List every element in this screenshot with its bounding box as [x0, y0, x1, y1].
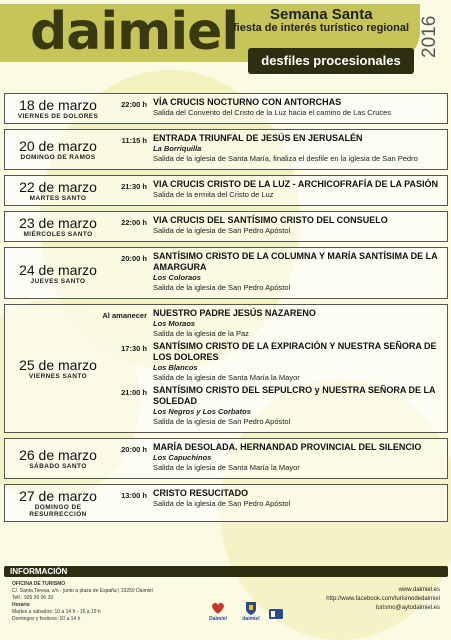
procession-details — [153, 341, 443, 383]
procession-route: Salida de la iglesia de Santa María la Mayor — [153, 373, 300, 382]
day-label: MIÉRCOLES SANTO — [23, 231, 93, 238]
tourism-office-info — [12, 581, 212, 623]
event-row — [4, 304, 448, 433]
day-label: DOMINGO DE RESURRECCIÓN — [29, 504, 87, 518]
date-label: 27 de marzo — [19, 488, 97, 504]
event-acts — [111, 97, 443, 120]
procession-details — [153, 442, 443, 473]
procession-route: Salida de la iglesia de Santa María, finaliza el desfile en la iglesia de San Pedro — [153, 154, 418, 163]
date-label: 24 de marzo — [19, 261, 97, 278]
date-label: 25 de marzo — [19, 357, 97, 373]
procession-time: 17:30 h — [121, 344, 147, 353]
procession — [111, 251, 443, 293]
procession-details — [153, 385, 443, 427]
event-acts — [111, 179, 443, 202]
event-row — [4, 211, 448, 242]
day-label: VIERNES DE DOLORES — [17, 113, 99, 120]
event-row — [4, 129, 448, 170]
procession-details — [153, 215, 443, 236]
procession — [111, 179, 443, 200]
event-acts — [111, 251, 443, 295]
info-title: INFORMACIÓN — [10, 567, 68, 576]
brotherhood-name: La Borriquilla — [153, 144, 202, 153]
procession — [111, 215, 443, 236]
procession-route: Salida de la ermita del Cristo de Luz — [153, 190, 274, 199]
info-section — [0, 566, 451, 640]
day-label: VIERNES SANTO — [28, 373, 88, 380]
office-name: OFICINA DE TURISMO — [12, 581, 66, 587]
procession — [111, 133, 443, 164]
event-date — [5, 97, 111, 120]
event-acts — [111, 133, 443, 166]
poster-header — [0, 0, 451, 86]
poster-tagline: fiesta de interés turístico regional — [233, 22, 410, 34]
procession-details — [153, 488, 443, 509]
procession-route: Salida de la iglesia de San Pedro Apóstol — [153, 499, 291, 508]
office-address: C/. Santa Teresa, s/n - junto a plaza de España | 13250 Daimiel — [12, 588, 153, 594]
event-row — [4, 93, 448, 124]
event-acts — [111, 215, 443, 238]
procession — [111, 385, 443, 427]
procession-title: VIA CRUCIS DEL SANTÍSIMO CRISTO DEL CONSUELO — [153, 215, 388, 225]
procession-route: Salida del Convento del Cristo de la Luz hacia el camino de Las Cruces — [153, 108, 392, 117]
website-link[interactable]: www.daimiel.es — [398, 587, 440, 593]
procession-title: NUESTRO PADRE JESÚS NAZARENO — [153, 308, 316, 318]
date-label: 23 de marzo — [19, 215, 97, 231]
poster-year: 2016 — [419, 15, 440, 59]
hours-weekdays: Martes a sábados: 10 a 14 h - 16 a 19 h — [12, 609, 101, 615]
brotherhood-name: Los Blancos — [153, 363, 198, 372]
subtitle-banner — [248, 48, 414, 74]
procession-details — [153, 308, 443, 339]
procession-time: 20:00 h — [121, 445, 147, 454]
procession-title: VÍA CRUCIS NOCTURNO CON ANTORCHAS — [153, 97, 342, 107]
procession-time: 21:30 h — [121, 182, 147, 191]
procession — [111, 341, 443, 383]
procession-title: MARÍA DESOLADA. HERNANDAD PROVINCIAL DEL SILENCIO — [153, 442, 422, 452]
event-date — [5, 488, 111, 518]
flag-icon — [268, 606, 284, 622]
procession — [111, 488, 443, 509]
procession — [111, 97, 443, 118]
procession-time: 20:00 h — [121, 254, 147, 263]
event-acts — [111, 488, 443, 518]
event-date — [5, 251, 111, 295]
date-label: 20 de marzo — [19, 138, 97, 154]
procession-route: Salida de la iglesia de la Paz — [153, 329, 249, 338]
heart-icon — [210, 600, 226, 616]
info-header — [4, 566, 448, 577]
date-label: 18 de marzo — [19, 97, 97, 113]
brotherhood-name: Los Moraos — [153, 319, 196, 328]
day-label: MARTES SANTO — [29, 195, 87, 202]
poster-subtitle: desfiles procesionales — [261, 53, 401, 68]
event-date — [5, 133, 111, 166]
date-label: 22 de marzo — [19, 179, 97, 195]
procession-title: ENTRADA TRIUNFAL DE JESÚS EN JERUSALÉN — [153, 133, 363, 143]
procession-route: Salida de la iglesia de San Pedro Apóstol — [153, 283, 291, 292]
procession-details — [153, 251, 443, 293]
crest-icon — [243, 600, 259, 616]
date-label: 26 de marzo — [19, 447, 97, 463]
procession-title: SANTÍSIMO CRISTO DEL SEPULCRO y NUESTRA SEÑORA DE LA SOLEDAD — [153, 385, 436, 406]
event-acts — [102, 308, 443, 429]
regional-logo — [268, 586, 284, 622]
event-row — [4, 484, 448, 522]
event-list — [4, 93, 448, 527]
event-row — [4, 175, 448, 206]
day-label: SÁBADO SANTO — [29, 463, 87, 470]
event-date — [5, 215, 111, 238]
procession-time: 13:00 h — [121, 491, 147, 500]
procession-title: SANTÍSIMO CRISTO DE LA COLUMNA Y MARÍA SANTÍSIMA DE LA AMARGURA — [153, 251, 438, 272]
procession-route: Salida de la iglesia de Santa María la Mayor — [153, 463, 300, 472]
procession-time: 22:00 h — [121, 218, 147, 227]
procession-details — [153, 179, 443, 200]
hours-label: Horario — [12, 602, 30, 608]
event-date — [5, 179, 111, 202]
procession-time: Al amanecer — [102, 311, 147, 320]
email-link[interactable]: turismo@aytodaimiel.es — [375, 605, 440, 611]
procession-title: VIA CRUCIS CRISTO DE LA LUZ - ARCHICOFRAFÍA DE LA PASIÓN — [153, 179, 438, 189]
brand-logo-text: daimiel — [30, 2, 239, 62]
procession-title: SANTÍSIMO CRISTO DE LA EXPIRACIÓN Y NUESTRA SEÑORA DE LOS DOLORES — [153, 341, 437, 362]
day-label: DOMINGO DE RAMOS — [20, 154, 96, 161]
sponsor-logos — [192, 586, 292, 626]
event-acts — [111, 442, 443, 475]
hours-weekend: Domingos y festivos: 10 a 14 h — [12, 616, 81, 622]
procession-details — [153, 133, 443, 164]
contact-info — [290, 586, 440, 613]
event-row — [4, 247, 448, 299]
procession-route: Salida de la iglesia de San Pedro Apóstol — [153, 417, 291, 426]
ayuntamiento-logo: daimiel — [236, 586, 266, 622]
event-date — [5, 442, 111, 475]
procession — [102, 308, 443, 339]
daimiel-tourism-logo: Daimiel — [204, 586, 232, 622]
procession — [111, 442, 443, 473]
procession-time: 21:00 h — [121, 388, 147, 397]
procession-route: Salida de la iglesia de San Pedro Apóstol — [153, 226, 291, 235]
facebook-link[interactable]: http://www.facebook.com/turismodedaimiel — [326, 596, 440, 602]
day-label: JUEVES SANTO — [30, 277, 86, 285]
brotherhood-name: Los Negros y Los Corbatos — [153, 407, 251, 416]
procession-time: 22:00 h — [121, 100, 147, 109]
procession-details — [153, 97, 443, 118]
office-phone: Telf.: 926 26 06 39 — [12, 595, 54, 601]
brotherhood-name: Los Coloraos — [153, 273, 201, 282]
procession-time: 11:15 h — [121, 136, 147, 145]
poster-title: Semana Santa — [270, 6, 373, 23]
event-row — [4, 438, 448, 479]
brotherhood-name: Los Capuchinos — [153, 453, 212, 462]
procession-title: CRISTO RESUCITADO — [153, 488, 249, 498]
